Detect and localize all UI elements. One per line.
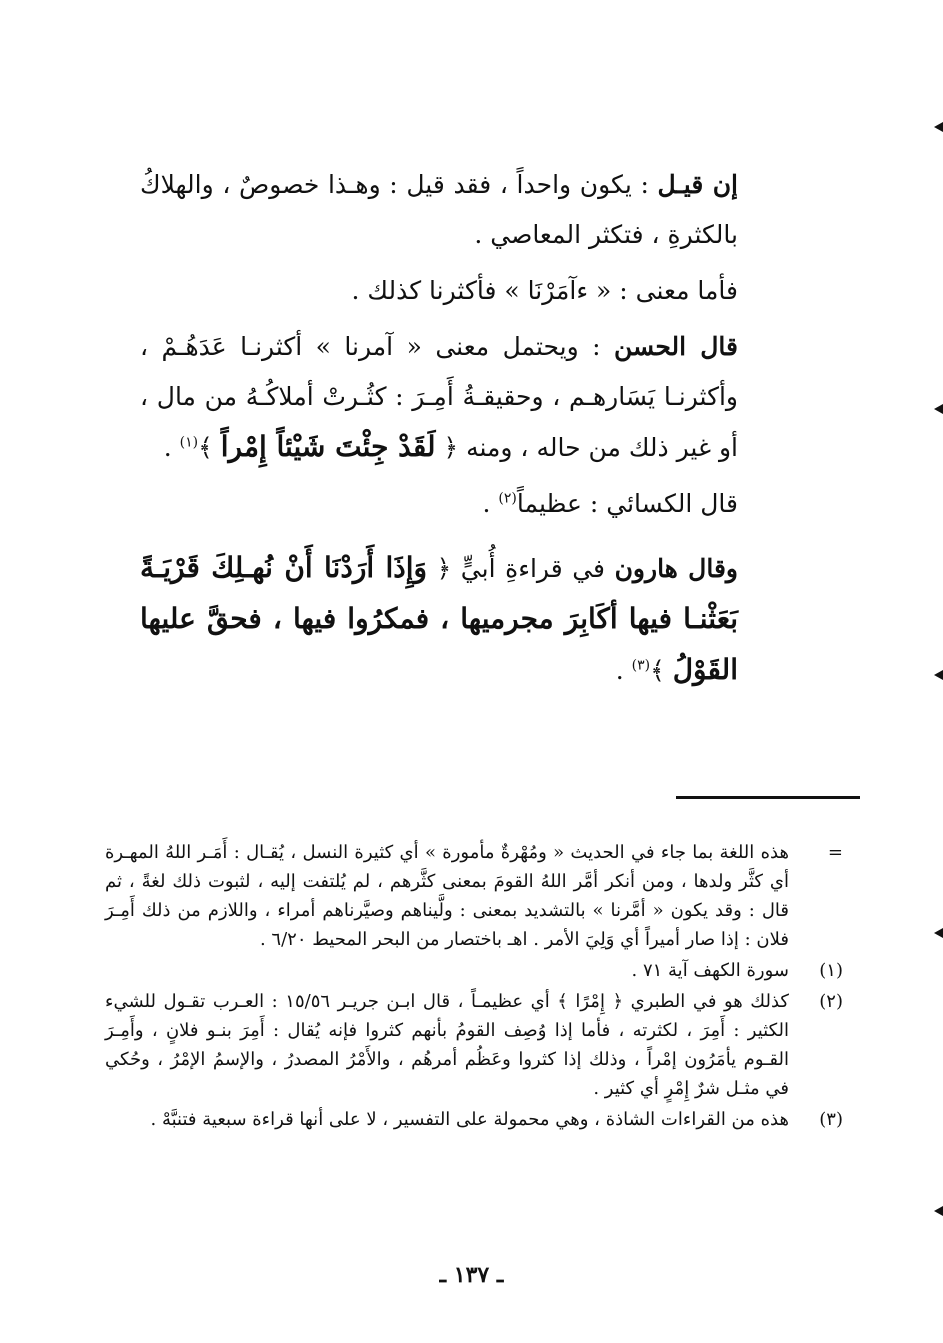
quote-bracket: ﴾ — [198, 433, 221, 462]
scan-edge-mark — [934, 1206, 943, 1216]
footnote-ref: (١) — [179, 434, 199, 451]
paragraph-3 — [140, 322, 808, 473]
footnote — [105, 838, 843, 954]
footnotes — [105, 838, 843, 1136]
footnote — [105, 987, 843, 1103]
paragraph-text: : ويحتمل معنى « آمرنا » أكثرنـا عَدَهُـمْ ، وأكثرنـا يَسَارهـم ، وحقيقـةُ أَمِـرَ : كثُـرتْ أملاكُـهُ من مال ، أو غير ذلك من حاله ، ومنه ﴿ — [140, 332, 738, 462]
lead-phrase: إن قيـل — [657, 170, 739, 199]
paragraph-text: : يكون واحداً ، فقد قيل : وهـذا خصوصٌ ، والهلاكُ بالكثرةِ ، فتكثر المعاصي . — [140, 170, 738, 249]
speaker-name: وقال هارون — [614, 554, 738, 583]
quran-quote: لَقَدْ جِئْتَ شَيْئاً إِمْراً — [220, 430, 436, 463]
footnote — [105, 956, 843, 985]
main-text — [140, 160, 808, 696]
paragraph-text: في قراءةِ أُبيٍّ ﴿ — [427, 554, 615, 583]
paragraph-5 — [140, 543, 808, 696]
paragraph-2 — [140, 266, 808, 316]
footnote-ref: (٣) — [631, 657, 651, 674]
footnote-ref: (٢) — [498, 490, 517, 507]
scan-edge-mark — [934, 670, 943, 680]
footnote-text: هذه اللغة بما جاء في الحديث « ومُهْرةٌ مأمورة » أي كثيرة النسل ، يُقـال : أَمَـر اللهُ المهـرة أي كثَّر ولدها ، ومن أنكر أمَّر اللهُ القومَ بمعنى كثَّرهم ، لم يُلتفت إليه ، لثبوت ذلك لغةً ، ثم قال : وقد يكون « أمَّرنا » بالتشديد بمعنى : ولَّيناهم وصيَّرناهم أمراء ، واللازم من ذلك أَمِـرَ فلان : إذا صار أميراً أي وَلِيَ الأمر . اهـ باختصار من البحر المحيط ٦/٢٠ . — [105, 842, 789, 950]
paragraph-text: فأما معنى : « ءآمَرْنَا » فأكثرنا كذلك . — [351, 276, 738, 305]
paragraph-1 — [140, 160, 808, 260]
scan-edge-mark — [934, 404, 943, 414]
paragraph-text: . — [163, 433, 180, 462]
footnote-text: هذه من القراءات الشاذة ، وهي محمولة على التفسير ، لا على أنها قراءة سبعية فتنبَّهْ . — [150, 1109, 789, 1130]
footnote-number: (١) — [819, 960, 843, 981]
speaker-name: قال الحسن — [614, 332, 738, 361]
paragraph-text: قال الكسائي : عظيماً — [516, 489, 738, 518]
scan-edge-mark — [934, 928, 943, 938]
page-number: ـ ١٣٧ ـ — [439, 1262, 504, 1288]
quote-bracket: ﴾ — [650, 656, 673, 685]
footnote-number: (٣) — [819, 1109, 843, 1130]
footnote — [105, 1105, 843, 1134]
footnote-separator — [676, 796, 860, 799]
footnote-text: سورة الكهف آية ٧١ . — [631, 960, 789, 981]
footnote-number: (٢) — [819, 991, 843, 1012]
quran-quote: وَإِذَا أَرَدْنَا أَنْ نُهـلِكَ قَرْيَـةً بَعَثْنـا فيها أكَابِرَ مجرميها ، فمكرُوا فيها ، فحقَّ عليها القَوْلُ — [140, 551, 738, 686]
scan-edge-mark — [934, 122, 943, 132]
footnote-text: كذلك هو في الطبري ﴿ إِمْرًا ﴾ أي عظيمـاً ، قال ابـن جريـر ١٥/٥٦ : العـرب تقـول للشيء الكثير : أَمِرَ ، لكثرته ، فأما إذا وُصِف القومُ بأنهم كثروا فإنه يُقال : أَمِرَ بنـو فلانٍ ، وأَمِـرَ القـوم يأمَرُون إمْراً ، وذلك إذا كثروا وعَظُم أمرهُم ، والأَمْرُ المصدرُ ، والإسمُ الإمْرُ ، وحُكي في مثـل شرٌ إِمْرٍ أي كثير . — [105, 991, 789, 1099]
paragraph-4 — [140, 479, 808, 529]
paragraph-text: . — [615, 656, 632, 685]
footnote-number: = — [827, 842, 843, 863]
paragraph-text: . — [482, 489, 499, 518]
